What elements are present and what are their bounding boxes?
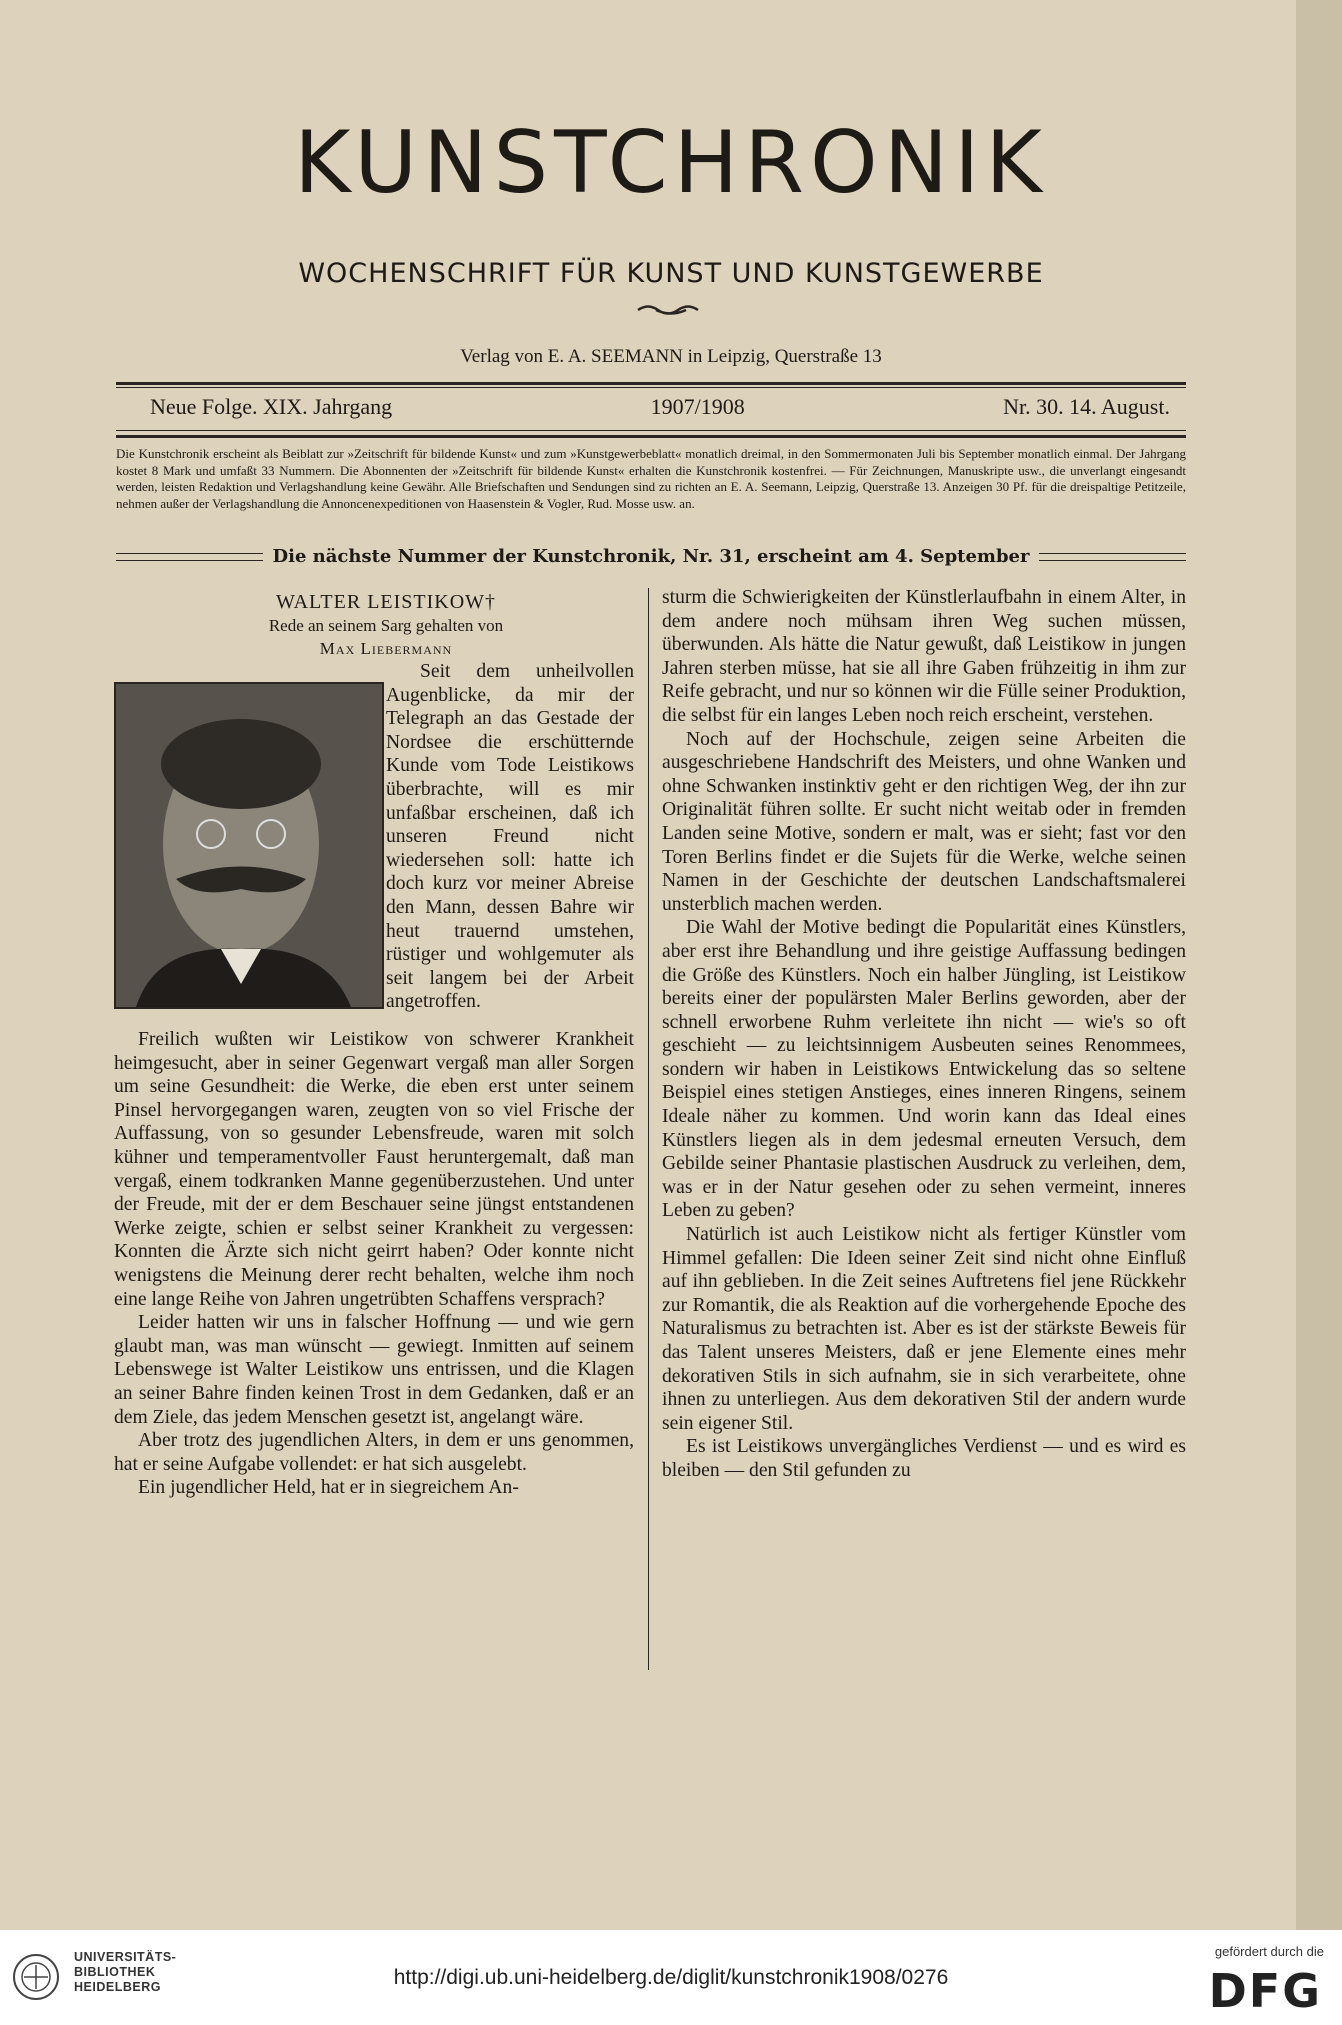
institution-line: HEIDELBERG (74, 1980, 161, 1994)
divider (116, 387, 1186, 388)
article-title: WALTER LEISTIKOW† (275, 591, 497, 613)
dfg-logo: DFG (1208, 1964, 1322, 2018)
paragraph: Es ist Leistikows unvergängliches Verdienst — und es wird es bleiben — den Stil gefunden zu (662, 1436, 1186, 1481)
divider (116, 553, 263, 561)
article-right-column (662, 586, 1186, 1483)
issue-line (150, 394, 1170, 420)
paragraph: Die Wahl der Motive bedingt die Popularität eines Künstlers, aber erst ihre Behandlung und ihre geistige Auffassung bedingen die Größe des Künstlers. Noch ein halber Jüngling, ist Leistikow bereits einer der populärsten Maler Berlins geworden, aber der schnell erworbene Ruhm verleitete ihn nicht — wie's so oft geschieht — zu leichtsinnigem Ausbeuten seines Renommees, sondern wir haben in Leistikows Entwickelung das so seltene Beispiel eines stetigen Anstieges, eines inneren Ringens, seinem Ideale näher zu kommen. Und worin kann das Ideal eines Künstlers liegen als in dem jedesmal erneuten Versuch, dem Gebilde seiner Phantasie plastischen Ausdruck zu verleihen, dem, was er in der Natur gesehen oder zu sehen vermeint, inneres Leben zu geben? (662, 917, 1186, 1222)
publisher-line: Verlag von E. A. SEEMANN in Leipzig, Querstraße 13 (460, 346, 882, 367)
paragraph: Aber trotz des jugendlichen Alters, in dem er uns genommen, hat er seine Aufgabe vollendet: er hat sich ausgelebt. (114, 1430, 634, 1475)
portrait-image (114, 682, 384, 1009)
article-left-column (114, 590, 634, 1500)
journal-subtitle: WOCHENSCHRIFT FÜR KUNST UND KUNSTGEWERBE (298, 258, 1044, 289)
next-issue-text: Die nächste Nummer der Kunstchronik, Nr. 31, erscheint am 4. September (272, 546, 1030, 567)
divider (116, 435, 1186, 438)
series-label: Neue Folge. XIX. Jahrgang (150, 394, 393, 419)
issue-number: Nr. 30. 14. August. (1003, 394, 1170, 419)
paragraph: Seit dem unheilvollen Augenblicke, da mir der Telegraph an das Gestade der Nordsee die erschütternde Kunde vom Tode Leistikows überbrachte, will es mir unfaßbar erscheinen, daß ich unseren Freund nicht wiedersehen soll: hatte ich doch kurz vor meiner Abreise den Mann, dessen Bahre wir heut trauernd umstehen, rüstiger und wohlgemuter als seit langem bei der Arbeit angetroffen. (386, 661, 634, 1013)
institution-line: BIBLIOTHEK (74, 1965, 156, 1979)
page-edge (1296, 0, 1342, 1930)
viewer-footer (0, 1930, 1342, 2025)
ornament-icon (0, 300, 1342, 325)
divider (1039, 553, 1186, 561)
portrait-wrap (114, 660, 634, 1028)
article-subtitle: Rede an seinem Sarg gehalten von (268, 616, 504, 635)
wrapped-text (386, 660, 634, 1014)
divider (116, 430, 1186, 431)
paragraph: Noch auf der Hochschule, zeigen seine Arbeiten die ausgeschriebene Handschrift des Meisters, und ohne Wanken und ohne Schwanken instinktiv geht er den richtigen Weg, der ihn zur Originalität führen sollte. Er sucht nicht weitab oder in fremden Landen seine Motive, sondern er malt, was er sieht; fast vor den Toren Berlins findet er die Sujets für die Werke, welche seinen Namen in der Geschichte der deutschen Landschaftsmalerei unsterblich machen werden. (662, 728, 1186, 915)
divider (116, 382, 1186, 385)
next-issue-banner (116, 546, 1186, 567)
subscription-notice: Die Kunstchronik erscheint als Beiblatt zur »Zeitschrift für bildende Kunst« und zum »Kunstgewerbeblatt« monatlich dreimal, in den Sommermonaten Juli bis September monatlich einmal. Der Jahrgang kostet 8 Mark und umfaßt 33 Nummern. Die Abonnenten der »Zeitschrift für bildende Kunst« erhalten die Kunstchronik kostenfrei. — Für Zeichnungen, Manuskripte usw., die unverlangt eingesandt werden, leisten Redaktion und Verlagshandlung keine Gewähr. Alle Briefschaften und Sendungen sind zu richten an E. A. Seemann, Leipzig, Querstraße 13. Anzeigen 30 Pf. für die dreispaltige Petitzeile, nehmen außer der Verlagshandlung die Annoncenexpeditionen von Haasenstein & Vogler, Rud. Mosse usw. an. (116, 446, 1186, 511)
paragraph: Ein jugendlicher Held, hat er in siegreichem An- (138, 1477, 519, 1499)
funded-by-label: gefördert durch die (1214, 1944, 1324, 1959)
journal-title: KUNSTCHRONIK (294, 113, 1048, 213)
paragraph: sturm die Schwierigkeiten der Künstlerlaufbahn in einem Alter, in dem andere noch mühsam ihren Weg suchen müssen, überwunden. Als hätte die Natur gewußt, daß Leistikow in jungen Jahren sterben müsse, hat sie all ihre Gaben frühzeitig in ihm zur Reife gebracht, und nur so können wir die Fülle seiner Produktion, die selbst für ein langes Leben noch reich erscheint, verstehen. (662, 587, 1186, 726)
article-author: Max Liebermann (319, 639, 453, 658)
source-url[interactable]: http://digi.ub.uni-heidelberg.de/diglit/kunstchronik1908/0276 (393, 1966, 949, 1989)
years-label: 1907/1908 (650, 394, 745, 419)
institution-line: UNIVERSITÄTS- (74, 1950, 177, 1964)
column-divider (648, 588, 649, 1670)
paragraph: Natürlich ist auch Leistikow nicht als fertiger Künstler vom Himmel gefallen: Die Ideen seiner Zeit sind nicht ohne Einfluß auf ihn geblieben. In die Zeit seines Auftretens fiel jene Rückkehr zur Romantik, die als Reaktion auf die vorhergehende Epoche des Naturalismus zu betrachten ist. Aber es ist der stärkste Beweis für das Talent unseres Meisters, daß er jene Elemente eines mehr dekorativen Stils in sich aufnahm, sie in sich verarbeitete, ohne ihnen zu unterliegen. Aus dem dekorativen Stil der andern wurde sein eigener Stil. (662, 1224, 1186, 1434)
paragraph: Freilich wußten wir Leistikow von schwerer Krankheit heimgesucht, aber in seiner Gegenwart vergaß man aller Sorgen um seine Gesundheit: die Werke, die eben erst unter seinem Pinsel hervorgegangen waren, zeugten von so viel Frische der Auffassung, von so gesunder Lebensfreude, waren mit solch kühner und temperamentvoller Faust heruntergemalt, daß man vergaß, einem todkranken Manne gegenüberzustehen. Und unter der Freude, mit der er dem Beschauer seine jüngst entstandenen Werke zeigte, schien er selbst seiner Krankheit zu vergessen: Konnten die Ärzte sich nicht geirrt haben? Oder konnte nicht wenigstens die Meinung derer recht behalten, welche ihm noch eine lange Reihe von Jahren ungetrübten Schaffens versprach? (114, 1029, 634, 1310)
paragraph: Leider hatten wir uns in falscher Hoffnung — und wie gern glaubt man, was man wünscht — gewiegt. Inmitten auf seinem Lebenswege ist Walter Leistikow uns entrissen, und die Klagen an seiner Bahre finden keinen Trost in dem Gedanken, daß er an dem Ziele, das jedem Menschen gesetzt ist, angelangt wäre. (114, 1312, 634, 1428)
